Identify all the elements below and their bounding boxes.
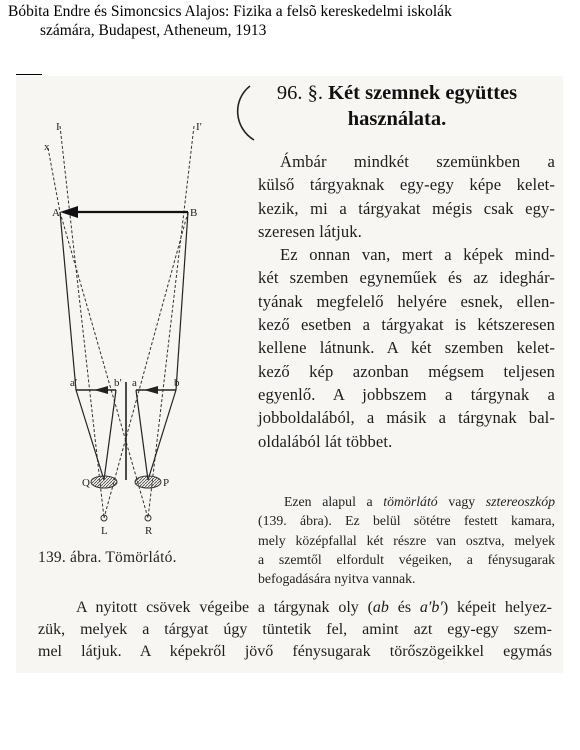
label-I-prime: I′ [196, 121, 203, 133]
term-tomorlato: tömörlátó [383, 494, 438, 509]
label-Q: Q [82, 477, 90, 489]
main-text [258, 150, 555, 453]
para2-line: oldalából lát többet. [258, 431, 393, 451]
section-heading [247, 80, 547, 132]
label-R: R [145, 525, 153, 537]
caption-line-2: számára, Budapest, Atheneum, 1913 [40, 22, 267, 39]
small-line-2: (139. ábra). Ez belül sötétre festett kamara, [258, 513, 555, 529]
para2-line: kező esetben a tárgyakat is kétszeresen [258, 315, 555, 335]
section-number: 96. §. [276, 82, 323, 104]
caption-rule [16, 74, 42, 75]
para2-line: kellene látnunk. A két szemben kelet- [258, 338, 555, 358]
small-line-4: a szemtől elfordult végeiken, a fénysugarak [258, 551, 555, 567]
para1-line: külső tárgyaknak egy-egy képe kelet- [258, 175, 555, 195]
small-text [258, 492, 555, 588]
para2-line: kező kép azonban mégsem teljesen [258, 361, 555, 381]
caption-line-1: Bóbita Endre és Simoncsics Alajos: Fizika a felsõ kereskedelmi iskolák [8, 3, 452, 20]
label-L: L [101, 525, 108, 537]
label-x: x [44, 141, 50, 153]
label-I: I [56, 121, 60, 133]
bottom-text [38, 597, 552, 664]
label-P: P [163, 477, 170, 489]
section-title-2: használata. [347, 108, 447, 130]
para2-line: egyenlő. A jobbszem a tárgynak a [258, 384, 555, 404]
label-a: a [132, 377, 137, 389]
label-B: B [190, 207, 198, 219]
para2-line: két szemben egyneműek és az ideghár- [258, 268, 555, 288]
term-ab: ab [372, 599, 389, 616]
lens-right [135, 476, 161, 488]
sight-line-x [48, 148, 60, 212]
bottom-text-run: és [388, 599, 420, 616]
para1-line: szeresen látjuk. [258, 221, 362, 241]
stereoscope-figure [16, 100, 230, 550]
small-text-run: Ezen alapul a [284, 494, 384, 509]
para1-line: kezik, mi a tárgyakat mégis csak egy- [258, 198, 555, 218]
section-title-line-1 [247, 80, 547, 106]
small-line-3: mely középfallal két részre van osztva, melyek [258, 532, 555, 548]
bottom-text-run: A nyitott csövek végeibe a tárgynak oly ( [76, 599, 373, 616]
small-text-run: vagy [437, 494, 486, 509]
term-a-prime-b-prime: a′b′ [419, 599, 443, 616]
lens-left [91, 476, 117, 488]
bottom-line-3: mel látjuk. A képekről jövő fénysugarak törőszögeikkel egymás [38, 643, 552, 661]
figure-caption: 139. ábra. Tömörlátó. [38, 549, 177, 566]
label-b-prime: b′ [114, 377, 122, 389]
small-line-1 [258, 492, 555, 511]
bottom-line-2: zük, melyek a tárgyat úgy tüntetik fel, amint azt egy-egy szem- [38, 621, 552, 639]
sight-line-right-cross [104, 212, 188, 518]
label-b: b [174, 377, 180, 389]
small-line-5: befogadására nyitva vannak. [258, 571, 416, 587]
para2-line: tyának megfelelő helyére esnek, ellen- [258, 291, 555, 311]
para2-line: jobboldalából, a másik a tárgynak bal- [258, 408, 555, 428]
bottom-line-1 [38, 597, 552, 619]
para1-line: Ámbár mindkét szemünkben a [280, 152, 555, 171]
term-sztereoszkop: sztereoszkóp [485, 494, 555, 509]
para2-line: Ez onnan van, mert a képek mind- [280, 245, 555, 265]
bottom-text-run: ) képeit helyez- [442, 599, 553, 616]
label-a-prime: a′ [70, 377, 78, 389]
label-A: A [52, 207, 60, 219]
page-caption [0, 2, 580, 40]
section-title-1: Két szemnek együttes [328, 82, 518, 104]
